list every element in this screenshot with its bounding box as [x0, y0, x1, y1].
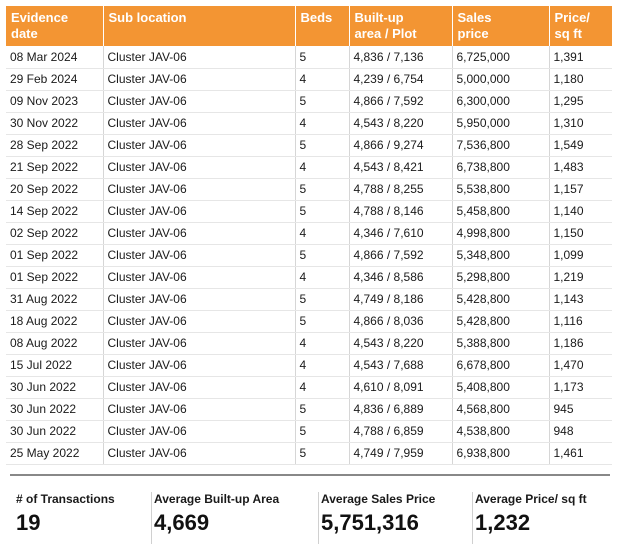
- table-row: [6, 398, 612, 420]
- cell-beds: 5: [295, 310, 349, 332]
- cell-beds: 4: [295, 376, 349, 398]
- cell-sub-location: Cluster JAV-06: [103, 288, 295, 310]
- cell-sales-price: 6,738,800: [452, 156, 549, 178]
- cell-builtup-plot: 4,543 / 8,220: [349, 332, 452, 354]
- cell-evidence-date: 01 Sep 2022: [6, 244, 103, 266]
- cell-sales-price: 5,458,800: [452, 200, 549, 222]
- cell-price-sqft: 1,173: [549, 376, 612, 398]
- cell-beds: 5: [295, 46, 349, 68]
- cell-price-sqft: 1,116: [549, 310, 612, 332]
- cell-evidence-date: 21 Sep 2022: [6, 156, 103, 178]
- table-header-row: [6, 6, 612, 46]
- cell-sales-price: 4,568,800: [452, 398, 549, 420]
- cell-beds: 5: [295, 134, 349, 156]
- cell-builtup-plot: 4,866 / 7,592: [349, 244, 452, 266]
- stat-transactions-value: 19: [16, 510, 41, 535]
- column-header-sales-price: Sales price: [452, 6, 549, 46]
- column-header-beds: Beds: [295, 6, 349, 46]
- cell-builtup-plot: 4,543 / 8,220: [349, 112, 452, 134]
- cell-sub-location: Cluster JAV-06: [103, 310, 295, 332]
- cell-price-sqft: 1,483: [549, 156, 612, 178]
- cell-sales-price: 4,998,800: [452, 222, 549, 244]
- table-row: [6, 332, 612, 354]
- cell-sub-location: Cluster JAV-06: [103, 354, 295, 376]
- table-row: [6, 442, 612, 464]
- cell-sales-price: 5,428,800: [452, 310, 549, 332]
- cell-beds: 4: [295, 68, 349, 90]
- cell-evidence-date: 30 Jun 2022: [6, 420, 103, 442]
- cell-builtup-plot: 4,610 / 8,091: [349, 376, 452, 398]
- cell-sub-location: Cluster JAV-06: [103, 156, 295, 178]
- cell-price-sqft: 1,099: [549, 244, 612, 266]
- cell-evidence-date: 01 Sep 2022: [6, 266, 103, 288]
- cell-evidence-date: 28 Sep 2022: [6, 134, 103, 156]
- cell-sub-location: Cluster JAV-06: [103, 90, 295, 112]
- transactions-table: [6, 6, 612, 465]
- cell-builtup-plot: 4,346 / 8,586: [349, 266, 452, 288]
- cell-sub-location: Cluster JAV-06: [103, 134, 295, 156]
- cell-sales-price: 5,950,000: [452, 112, 549, 134]
- table-body: [6, 46, 612, 464]
- stat-transactions: [16, 492, 115, 536]
- cell-sales-price: 5,000,000: [452, 68, 549, 90]
- cell-sub-location: Cluster JAV-06: [103, 178, 295, 200]
- cell-builtup-plot: 4,239 / 6,754: [349, 68, 452, 90]
- cell-price-sqft: 948: [549, 420, 612, 442]
- cell-evidence-date: 25 May 2022: [6, 442, 103, 464]
- cell-beds: 5: [295, 442, 349, 464]
- table-row: [6, 46, 612, 68]
- cell-builtup-plot: 4,836 / 7,136: [349, 46, 452, 68]
- table-row: [6, 376, 612, 398]
- cell-evidence-date: 08 Aug 2022: [6, 332, 103, 354]
- stat-avg-psf: [472, 492, 587, 544]
- cell-beds: 5: [295, 90, 349, 112]
- cell-evidence-date: 02 Sep 2022: [6, 222, 103, 244]
- cell-price-sqft: 1,140: [549, 200, 612, 222]
- cell-builtup-plot: 4,788 / 8,255: [349, 178, 452, 200]
- table-row: [6, 112, 612, 134]
- cell-sub-location: Cluster JAV-06: [103, 332, 295, 354]
- cell-evidence-date: 18 Aug 2022: [6, 310, 103, 332]
- table-row: [6, 134, 612, 156]
- cell-beds: 5: [295, 420, 349, 442]
- cell-price-sqft: 1,461: [549, 442, 612, 464]
- stat-avg-price-label: Average Sales Price: [321, 492, 436, 506]
- cell-sub-location: Cluster JAV-06: [103, 68, 295, 90]
- cell-beds: 5: [295, 178, 349, 200]
- cell-sub-location: Cluster JAV-06: [103, 222, 295, 244]
- cell-beds: 5: [295, 288, 349, 310]
- cell-sub-location: Cluster JAV-06: [103, 46, 295, 68]
- cell-evidence-date: 20 Sep 2022: [6, 178, 103, 200]
- cell-sub-location: Cluster JAV-06: [103, 420, 295, 442]
- cell-price-sqft: 1,150: [549, 222, 612, 244]
- cell-sub-location: Cluster JAV-06: [103, 200, 295, 222]
- cell-sales-price: 6,938,800: [452, 442, 549, 464]
- stat-avg-price: [318, 492, 435, 544]
- cell-sales-price: 5,348,800: [452, 244, 549, 266]
- cell-price-sqft: 1,549: [549, 134, 612, 156]
- cell-beds: 4: [295, 222, 349, 244]
- stat-avg-builtup-value: 4,669: [154, 510, 210, 535]
- column-header-evidence-date: Evidence date: [6, 6, 103, 46]
- cell-evidence-date: 30 Nov 2022: [6, 112, 103, 134]
- column-header-sub-location: Sub location: [103, 6, 295, 46]
- stat-avg-psf-value: 1,232: [475, 510, 531, 535]
- cell-builtup-plot: 4,788 / 8,146: [349, 200, 452, 222]
- table-row: [6, 288, 612, 310]
- stat-transactions-label: # of Transactions: [16, 492, 115, 506]
- cell-evidence-date: 15 Jul 2022: [6, 354, 103, 376]
- cell-sub-location: Cluster JAV-06: [103, 376, 295, 398]
- cell-sales-price: 5,428,800: [452, 288, 549, 310]
- cell-builtup-plot: 4,346 / 7,610: [349, 222, 452, 244]
- table-row: [6, 178, 612, 200]
- cell-sub-location: Cluster JAV-06: [103, 244, 295, 266]
- cell-price-sqft: 1,310: [549, 112, 612, 134]
- cell-sales-price: 6,300,000: [452, 90, 549, 112]
- cell-price-sqft: 945: [549, 398, 612, 420]
- cell-sub-location: Cluster JAV-06: [103, 398, 295, 420]
- column-header-builtup-plot: Built-up area / Plot: [349, 6, 452, 46]
- cell-builtup-plot: 4,543 / 7,688: [349, 354, 452, 376]
- cell-evidence-date: 29 Feb 2024: [6, 68, 103, 90]
- column-header-price-sqft: Price/ sq ft: [549, 6, 612, 46]
- cell-sales-price: 5,408,800: [452, 376, 549, 398]
- table-row: [6, 266, 612, 288]
- cell-builtup-plot: 4,866 / 9,274: [349, 134, 452, 156]
- cell-sub-location: Cluster JAV-06: [103, 112, 295, 134]
- cell-evidence-date: 09 Nov 2023: [6, 90, 103, 112]
- table-row: [6, 200, 612, 222]
- cell-beds: 5: [295, 200, 349, 222]
- table-row: [6, 310, 612, 332]
- table-row: [6, 222, 612, 244]
- cell-beds: 4: [295, 332, 349, 354]
- cell-builtup-plot: 4,749 / 8,186: [349, 288, 452, 310]
- cell-builtup-plot: 4,836 / 6,889: [349, 398, 452, 420]
- cell-builtup-plot: 4,866 / 8,036: [349, 310, 452, 332]
- cell-price-sqft: 1,180: [549, 68, 612, 90]
- table-row: [6, 156, 612, 178]
- cell-price-sqft: 1,391: [549, 46, 612, 68]
- cell-price-sqft: 1,470: [549, 354, 612, 376]
- cell-sales-price: 6,725,000: [452, 46, 549, 68]
- stat-avg-builtup-label: Average Built-up Area: [154, 492, 280, 506]
- cell-beds: 4: [295, 354, 349, 376]
- cell-price-sqft: 1,295: [549, 90, 612, 112]
- cell-evidence-date: 31 Aug 2022: [6, 288, 103, 310]
- summary-divider: [10, 474, 610, 476]
- cell-beds: 4: [295, 266, 349, 288]
- cell-builtup-plot: 4,788 / 6,859: [349, 420, 452, 442]
- table-row: [6, 354, 612, 376]
- cell-sub-location: Cluster JAV-06: [103, 266, 295, 288]
- cell-sales-price: 5,388,800: [452, 332, 549, 354]
- cell-sales-price: 5,538,800: [452, 178, 549, 200]
- cell-price-sqft: 1,219: [549, 266, 612, 288]
- stat-avg-builtup: [151, 492, 279, 544]
- cell-beds: 5: [295, 398, 349, 420]
- cell-beds: 4: [295, 156, 349, 178]
- table-row: [6, 68, 612, 90]
- cell-builtup-plot: 4,866 / 7,592: [349, 90, 452, 112]
- cell-sales-price: 7,536,800: [452, 134, 549, 156]
- table-row: [6, 244, 612, 266]
- cell-price-sqft: 1,143: [549, 288, 612, 310]
- stat-avg-psf-label: Average Price/ sq ft: [475, 492, 587, 506]
- cell-builtup-plot: 4,749 / 7,959: [349, 442, 452, 464]
- table-row: [6, 420, 612, 442]
- cell-price-sqft: 1,157: [549, 178, 612, 200]
- cell-evidence-date: 14 Sep 2022: [6, 200, 103, 222]
- cell-sales-price: 5,298,800: [452, 266, 549, 288]
- cell-sales-price: 4,538,800: [452, 420, 549, 442]
- cell-evidence-date: 08 Mar 2024: [6, 46, 103, 68]
- cell-evidence-date: 30 Jun 2022: [6, 376, 103, 398]
- cell-evidence-date: 30 Jun 2022: [6, 398, 103, 420]
- cell-beds: 5: [295, 244, 349, 266]
- table-row: [6, 90, 612, 112]
- cell-price-sqft: 1,186: [549, 332, 612, 354]
- cell-beds: 4: [295, 112, 349, 134]
- stat-avg-price-value: 5,751,316: [321, 510, 419, 535]
- cell-builtup-plot: 4,543 / 8,421: [349, 156, 452, 178]
- cell-sub-location: Cluster JAV-06: [103, 442, 295, 464]
- cell-sales-price: 6,678,800: [452, 354, 549, 376]
